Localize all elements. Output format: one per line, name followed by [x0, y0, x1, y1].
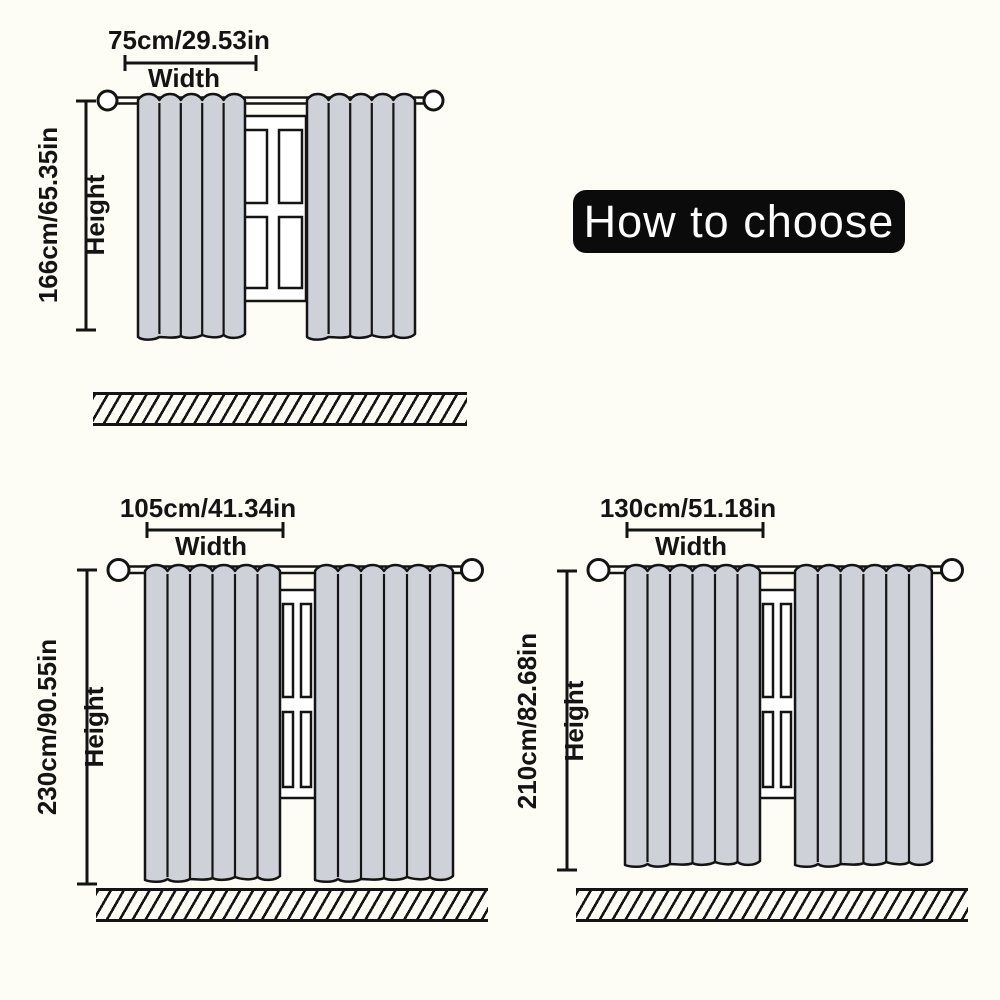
- height-label: Height: [80, 174, 110, 256]
- height-dimension-value: 166cm/65.35in: [33, 126, 63, 304]
- width-label: Width: [175, 531, 247, 561]
- height-label: Height: [79, 686, 109, 768]
- rod-finial-left: [98, 91, 117, 110]
- window-pane: [301, 604, 311, 697]
- curtain-panel-left: [138, 94, 245, 340]
- window-pane: [279, 130, 302, 203]
- window-pane: [781, 604, 791, 697]
- window-pane: [781, 712, 791, 787]
- window-pane: [763, 604, 773, 697]
- window-pane: [301, 712, 311, 787]
- window-pane: [244, 217, 267, 288]
- height-label: Height: [559, 680, 589, 762]
- width-dimension-value: 75cm/29.53in: [108, 25, 270, 55]
- window-pane: [283, 604, 293, 697]
- window-pane: [244, 130, 267, 203]
- width-dimension-value: 130cm/51.18in: [599, 493, 777, 523]
- width-label: Width: [148, 63, 220, 93]
- window-pane: [283, 712, 293, 787]
- diagram-bottom-left: [32, 493, 483, 884]
- height-dimension-value: 210cm/82.68in: [512, 632, 542, 810]
- height-dimension-value: 230cm/90.55in: [32, 638, 62, 816]
- diagram-top-left: [33, 25, 443, 340]
- window-pane: [763, 712, 773, 787]
- width-label: Width: [655, 531, 727, 561]
- window-pane: [279, 217, 302, 288]
- curtain-panel-right: [307, 94, 415, 340]
- width-dimension-value: 105cm/41.34in: [119, 493, 297, 523]
- diagram-bottom-right: [512, 493, 963, 870]
- rod-finial-right: [462, 560, 483, 581]
- banner-title: How to choose: [583, 195, 895, 247]
- how-to-choose-banner: [573, 190, 905, 253]
- rod-finial-left: [108, 560, 129, 581]
- rod-finial-right: [424, 91, 443, 110]
- rod-finial-right: [942, 560, 963, 581]
- rod-finial-left: [588, 560, 609, 581]
